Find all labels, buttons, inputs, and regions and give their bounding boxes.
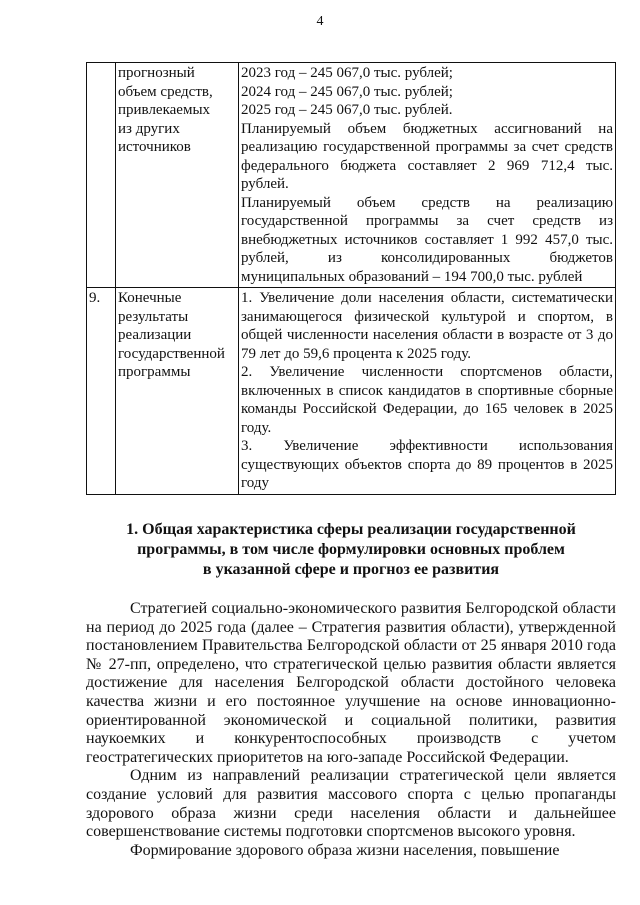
funding-2023-line: 2023 год – 245 067,0 тыс. рублей; [241,65,453,81]
row-name-cell [116,63,239,288]
body-paragraph: Формирование здорового образа жизни населения, повышение [130,841,560,859]
page-number: 4 [316,14,324,29]
row-number-cell: 9. [87,288,116,495]
row-name-line: источников [118,139,191,155]
row-name-line: прогнозный [118,65,195,81]
table-row [87,288,616,495]
section-heading [86,520,616,580]
program-passport-table [86,62,616,495]
extrabudgetary-paragraph: Планируемый объем средств на реализацию государственной программы за счет средств из внебюджетных источников составляет 1 992 457,0 тыс. рублей, из консолидированных бюджетов муниципальных образований – 194 700,0 тыс. рублей [241,194,613,285]
body-paragraph: Стратегией социально-экономического развития Белгородской области на период до 2025 года (далее – Стратегия развития области), утвержденной постановлением Правительства Белгородской области от 25 января 2010 года № 27-пп, определено, что стратегической целью развития области является достижение для населения Белгородской области достойного человека качества жизни и его постоянное улучшение на основе инновационно-ориентированной экономической и социальной политики, развития наукоемких и конкурентоспособных производств с учетом геостратегических приоритетов на юго-западе Российской Федерации. [86,600,616,766]
section-heading-line: программы, в том числе формулировки основных проблем [137,541,565,558]
row-name-line: государственной [118,345,225,362]
row-name-line: привлекаемых [118,102,211,118]
row-name-line: программы [118,364,191,380]
row-name-line: результаты [118,308,189,325]
table-row [87,63,616,288]
section-heading-line: 1. Общая характеристика сферы реализации государственной [126,521,576,538]
result-item-1: 1. Увеличение доли населения области, систематически занимающегося физической культурой и спортом, в общей численности населения области в возрасте от 3 до 79 лет до 59,6 процента к 2025 году. [241,290,613,362]
row-name-line: объем средств, [118,83,213,100]
result-item-3: 3. Увеличение эффективности использования существующих объектов спорта до 89 процентов в 2025 году [241,438,613,491]
row-number-cell [87,63,116,288]
row-name-line: Конечные [118,290,182,306]
section-heading-line: в указанной сфере и прогноз ее развития [202,561,500,578]
row-name-line: реализации [118,327,192,343]
funding-2025-line: 2025 год – 245 067,0 тыс. рублей. [241,102,453,118]
row-name-cell [116,288,239,495]
body-paragraph: Одним из направлений реализации стратегической цели является создание условий для развития массового спорта с целью пропаганды здорового образа жизни среди населения области и дальнейшее совершенствование системы подготовки спортсменов высокого уровня. [86,767,616,841]
row-value-cell [239,63,616,288]
funding-2024-line: 2024 год – 245 067,0 тыс. рублей; [241,83,453,100]
result-item-2: 2. Увеличение численности спортсменов области, включенных в список кандидатов в спортивные сборные команды Российской Федерации, до 165 человек в 2025 году. [241,364,613,436]
federal-budget-paragraph: Планируемый объем бюджетных ассигнований на реализацию государственной программы за счет средств федерального бюджета составляет 2 969 712,4 тыс. рублей. [241,120,613,192]
body-text [86,600,616,860]
row-value-cell [239,288,616,495]
row-name-line: из других [118,120,180,137]
